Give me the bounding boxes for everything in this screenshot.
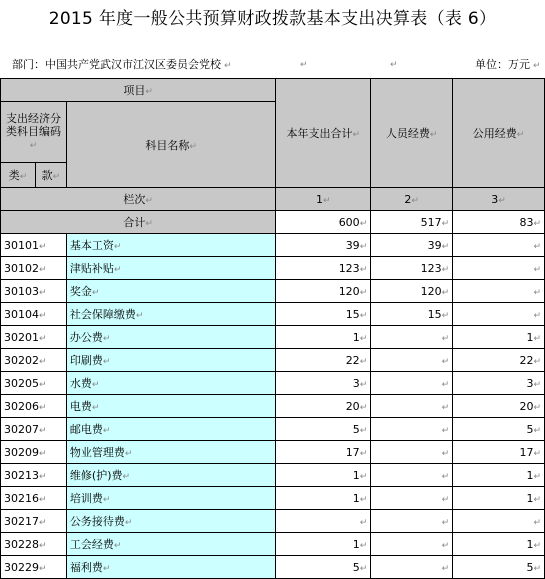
row-personnel: 15↵ xyxy=(371,303,453,326)
table-row xyxy=(1,372,545,395)
column-number-3: 3↵ xyxy=(453,188,545,211)
table-row xyxy=(1,395,545,418)
row-name: 奖金↵ xyxy=(66,280,275,303)
row-personnel: ↵ xyxy=(371,441,453,464)
row-total: 17↵ xyxy=(276,441,371,464)
table-row xyxy=(1,326,545,349)
row-personnel: ↵ xyxy=(371,510,453,533)
table-row xyxy=(1,556,545,579)
row-code: 30201↵ xyxy=(1,326,67,349)
table-row xyxy=(1,349,545,372)
row-name: 电费↵ xyxy=(66,395,275,418)
row-personnel: ↵ xyxy=(371,556,453,579)
row-total: 120↵ xyxy=(276,280,371,303)
row-code: 30207↵ xyxy=(1,418,67,441)
row-total: 123↵ xyxy=(276,257,371,280)
row-personnel: 39↵ xyxy=(371,234,453,257)
row-name: 水费↵ xyxy=(66,372,275,395)
header-personnel: 人员经费↵ xyxy=(371,79,453,188)
row-code: 30103↵ xyxy=(1,280,67,303)
row-code: 30205↵ xyxy=(1,372,67,395)
header-public: 公用经费↵ xyxy=(453,79,545,188)
row-name: 基本工资↵ xyxy=(66,234,275,257)
row-public: 5↵ xyxy=(453,418,545,441)
row-public: ↵ xyxy=(453,303,545,326)
row-code: 30101↵ xyxy=(1,234,67,257)
paragraph-mark: ↵ xyxy=(390,60,398,70)
row-public: ↵ xyxy=(453,280,545,303)
row-name: 公务接待费↵ xyxy=(66,510,275,533)
row-personnel: ↵ xyxy=(371,418,453,441)
column-number-2: 2↵ xyxy=(371,188,453,211)
row-code: 30216↵ xyxy=(1,487,67,510)
budget-table xyxy=(0,78,545,579)
header-class: 类↵ xyxy=(1,163,36,188)
header-code: 支出经济分类科目编码↵ xyxy=(1,102,67,163)
row-name: 邮电费↵ xyxy=(66,418,275,441)
row-personnel: 120↵ xyxy=(371,280,453,303)
row-name: 物业管理费↵ xyxy=(66,441,275,464)
header-name: 科目名称↵ xyxy=(66,102,275,188)
row-code: 30202↵ xyxy=(1,349,67,372)
row-total: 20↵ xyxy=(276,395,371,418)
row-code: 30213↵ xyxy=(1,464,67,487)
row-name: 维修(护)费↵ xyxy=(66,464,275,487)
row-total: 1↵ xyxy=(276,326,371,349)
row-total: 5↵ xyxy=(276,418,371,441)
row-total: 15↵ xyxy=(276,303,371,326)
header-section: 款↵ xyxy=(35,163,66,188)
header-total: 本年支出合计↵ xyxy=(276,79,371,188)
header-item: 项目↵ xyxy=(1,79,276,102)
row-public: 17↵ xyxy=(453,441,545,464)
row-name: 社会保障缴费↵ xyxy=(66,303,275,326)
row-public: 3↵ xyxy=(453,372,545,395)
table-row xyxy=(1,280,545,303)
total-row-public: 83↵ xyxy=(453,211,545,234)
department-label: 部门：中国共产党武汉市江汉区委员会党校 ↵ xyxy=(12,58,232,71)
row-public: 20↵ xyxy=(453,395,545,418)
row-personnel: ↵ xyxy=(371,395,453,418)
unit-label: 单位：万元 ↵ xyxy=(475,58,541,71)
table-row xyxy=(1,464,545,487)
total-row-total: 600↵ xyxy=(276,211,371,234)
table-row xyxy=(1,418,545,441)
column-number-1: 1↵ xyxy=(276,188,371,211)
row-public: ↵ xyxy=(453,510,545,533)
row-total: 39↵ xyxy=(276,234,371,257)
row-name: 津贴补贴↵ xyxy=(66,257,275,280)
row-code: 30209↵ xyxy=(1,441,67,464)
row-public: ↵ xyxy=(453,257,545,280)
table-row xyxy=(1,487,545,510)
row-public: 1↵ xyxy=(453,326,545,349)
row-name: 印刷费↵ xyxy=(66,349,275,372)
row-public: 22↵ xyxy=(453,349,545,372)
row-personnel: ↵ xyxy=(371,487,453,510)
row-total: 5↵ xyxy=(276,556,371,579)
row-name: 福利费↵ xyxy=(66,556,275,579)
total-row-personnel: 517↵ xyxy=(371,211,453,234)
row-code: 30104↵ xyxy=(1,303,67,326)
row-code: 30102↵ xyxy=(1,257,67,280)
row-personnel: ↵ xyxy=(371,464,453,487)
row-total: 1↵ xyxy=(276,487,371,510)
row-total: 22↵ xyxy=(276,349,371,372)
column-number-label: 栏次↵ xyxy=(1,188,276,211)
total-row-label: 合计↵ xyxy=(1,211,276,234)
row-code: 30229↵ xyxy=(1,556,67,579)
row-total: 1↵ xyxy=(276,464,371,487)
paragraph-mark: ↵ xyxy=(300,60,308,70)
row-total: 3↵ xyxy=(276,372,371,395)
row-personnel: 123↵ xyxy=(371,257,453,280)
table-row xyxy=(1,510,545,533)
row-code: 30228↵ xyxy=(1,533,67,556)
row-code: 30206↵ xyxy=(1,395,67,418)
row-name: 工会经费↵ xyxy=(66,533,275,556)
page-title: 2015 年度一般公共预算财政拨款基本支出决算表（表 6） xyxy=(48,9,497,29)
row-total: 1↵ xyxy=(276,533,371,556)
row-public: 1↵ xyxy=(453,464,545,487)
table-row xyxy=(1,234,545,257)
row-public: 5↵ xyxy=(453,556,545,579)
row-personnel: ↵ xyxy=(371,326,453,349)
table-row xyxy=(1,533,545,556)
row-name: 办公费↵ xyxy=(66,326,275,349)
row-public: 1↵ xyxy=(453,487,545,510)
row-public: 1↵ xyxy=(453,533,545,556)
table-row xyxy=(1,303,545,326)
row-code: 30217↵ xyxy=(1,510,67,533)
table-row xyxy=(1,257,545,280)
row-personnel: ↵ xyxy=(371,533,453,556)
row-personnel: ↵ xyxy=(371,349,453,372)
row-personnel: ↵ xyxy=(371,372,453,395)
table-row xyxy=(1,441,545,464)
row-total: ↵ xyxy=(276,510,371,533)
row-public: ↵ xyxy=(453,234,545,257)
row-name: 培训费↵ xyxy=(66,487,275,510)
